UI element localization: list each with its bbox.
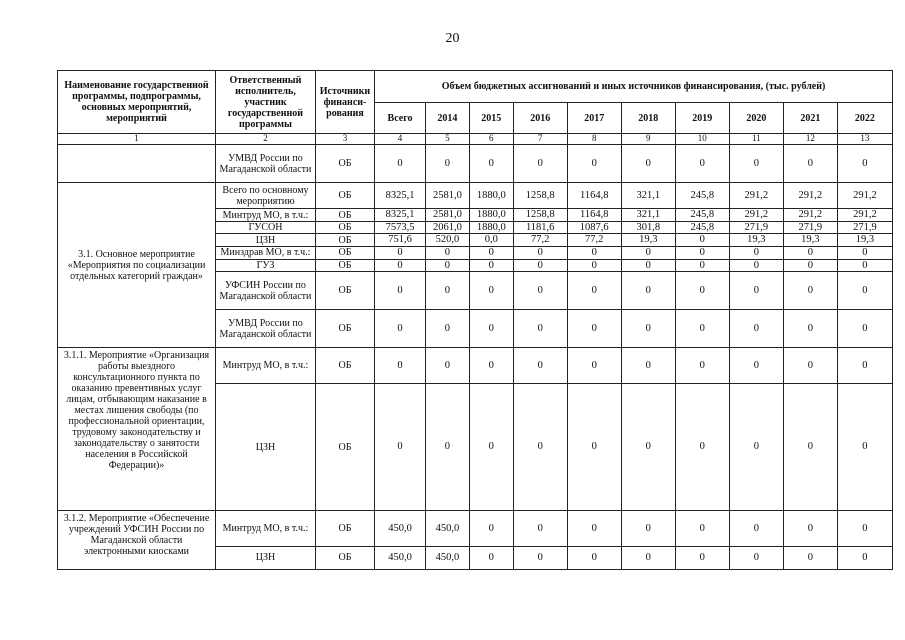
- executor-cell: ГУСОН: [216, 221, 316, 234]
- value-cell: 1258,8: [513, 183, 567, 209]
- value-cell: 0: [567, 259, 621, 272]
- header-sources: Источники финанси-рования: [315, 71, 374, 134]
- value-cell: 0: [375, 145, 426, 183]
- value-cell: 1164,8: [567, 209, 621, 222]
- value-cell: 19,3: [621, 234, 675, 247]
- executor-cell: Минтруд МО, в т.ч.:: [216, 348, 316, 384]
- value-cell: 0: [375, 348, 426, 384]
- value-cell: 0: [426, 272, 470, 310]
- source-cell: ОБ: [315, 246, 374, 259]
- page-number: 20: [445, 31, 460, 46]
- executor-cell: Всего по основному мероприятию: [216, 183, 316, 209]
- value-cell: 0: [783, 259, 837, 272]
- value-cell: 0: [426, 259, 470, 272]
- column-number: 13: [837, 134, 892, 145]
- source-cell: ОБ: [315, 183, 374, 209]
- source-cell: ОБ: [315, 221, 374, 234]
- value-cell: 0,0: [469, 234, 513, 247]
- executor-cell: УМВД России по Магаданской области: [216, 310, 316, 348]
- header-year: 2016: [513, 103, 567, 134]
- value-cell: 0: [621, 272, 675, 310]
- value-cell: 0: [513, 510, 567, 546]
- column-number: 12: [783, 134, 837, 145]
- column-number: 7: [513, 134, 567, 145]
- table-row: [58, 183, 893, 209]
- value-cell: 77,2: [513, 234, 567, 247]
- value-cell: 291,2: [783, 209, 837, 222]
- value-cell: 0: [469, 546, 513, 569]
- column-number: 5: [426, 134, 470, 145]
- executor-cell: Минздрав МО, в т.ч.:: [216, 246, 316, 259]
- value-cell: 0: [469, 259, 513, 272]
- value-cell: 0: [837, 348, 892, 384]
- value-cell: 0: [675, 259, 729, 272]
- description-cell: [58, 145, 216, 183]
- source-cell: ОБ: [315, 259, 374, 272]
- value-cell: 0: [675, 310, 729, 348]
- value-cell: 0: [675, 246, 729, 259]
- source-cell: ОБ: [315, 510, 374, 546]
- value-cell: 77,2: [567, 234, 621, 247]
- main-activity-description: 3.1. Основное мероприятие «Мероприятия по социализации отдельных категорий граждан»: [58, 183, 216, 348]
- value-cell: 0: [426, 310, 470, 348]
- value-cell: 321,1: [621, 183, 675, 209]
- header-year: 2019: [675, 103, 729, 134]
- value-cell: 0: [729, 259, 783, 272]
- value-cell: 0: [675, 546, 729, 569]
- value-cell: 0: [837, 546, 892, 569]
- value-cell: 0: [469, 310, 513, 348]
- value-cell: 1880,0: [469, 183, 513, 209]
- value-cell: 0: [621, 246, 675, 259]
- value-cell: 19,3: [837, 234, 892, 247]
- value-cell: 450,0: [375, 546, 426, 569]
- value-cell: 0: [375, 384, 426, 510]
- header-year: 2021: [783, 103, 837, 134]
- value-cell: 271,9: [729, 221, 783, 234]
- value-cell: 0: [567, 272, 621, 310]
- value-cell: 321,1: [621, 209, 675, 222]
- executor-cell: Минтруд МО, в т.ч.:: [216, 510, 316, 546]
- table-row: [58, 510, 893, 546]
- value-cell: 520,0: [426, 234, 470, 247]
- source-cell: ОБ: [315, 272, 374, 310]
- value-cell: 0: [567, 510, 621, 546]
- header-year: 2015: [469, 103, 513, 134]
- value-cell: 0: [837, 384, 892, 510]
- source-cell: ОБ: [315, 384, 374, 510]
- table-row: [58, 145, 893, 183]
- value-cell: 0: [469, 348, 513, 384]
- value-cell: 0: [621, 310, 675, 348]
- value-cell: 0: [621, 145, 675, 183]
- source-cell: ОБ: [315, 234, 374, 247]
- value-cell: 1880,0: [469, 209, 513, 222]
- executor-cell: ЦЗН: [216, 384, 316, 510]
- header-volume: Объем бюджетных ассигнований и иных источников финансирования, (тыс. рублей): [375, 71, 893, 103]
- column-number: 11: [729, 134, 783, 145]
- value-cell: 271,9: [783, 221, 837, 234]
- value-cell: 291,2: [837, 183, 892, 209]
- value-cell: 2581,0: [426, 209, 470, 222]
- value-cell: 0: [783, 546, 837, 569]
- value-cell: 0: [375, 259, 426, 272]
- value-cell: 0: [675, 384, 729, 510]
- value-cell: 301,8: [621, 221, 675, 234]
- value-cell: 245,8: [675, 209, 729, 222]
- value-cell: 2061,0: [426, 221, 470, 234]
- value-cell: 271,9: [837, 221, 892, 234]
- value-cell: 0: [513, 259, 567, 272]
- budget-table: [57, 70, 893, 570]
- column-number: 2: [216, 134, 316, 145]
- value-cell: 0: [837, 145, 892, 183]
- value-cell: 0: [783, 348, 837, 384]
- column-number: 10: [675, 134, 729, 145]
- value-cell: 0: [729, 145, 783, 183]
- executor-cell: ЦЗН: [216, 546, 316, 569]
- executor-cell: УМВД России по Магаданской области: [216, 145, 316, 183]
- value-cell: 245,8: [675, 221, 729, 234]
- value-cell: 0: [729, 510, 783, 546]
- value-cell: 0: [621, 259, 675, 272]
- value-cell: 0: [426, 145, 470, 183]
- header-year: Всего: [375, 103, 426, 134]
- value-cell: 0: [513, 384, 567, 510]
- executor-cell: Минтруд МО, в т.ч.:: [216, 209, 316, 222]
- value-cell: 0: [729, 310, 783, 348]
- value-cell: 0: [375, 272, 426, 310]
- value-cell: 0: [675, 145, 729, 183]
- value-cell: 19,3: [783, 234, 837, 247]
- value-cell: 0: [469, 246, 513, 259]
- column-number: 4: [375, 134, 426, 145]
- value-cell: 7573,5: [375, 221, 426, 234]
- value-cell: 0: [513, 546, 567, 569]
- value-cell: 0: [426, 384, 470, 510]
- value-cell: 0: [567, 546, 621, 569]
- value-cell: 0: [513, 145, 567, 183]
- value-cell: 0: [675, 348, 729, 384]
- value-cell: 0: [783, 510, 837, 546]
- value-cell: 0: [375, 246, 426, 259]
- value-cell: 0: [783, 272, 837, 310]
- value-cell: 0: [783, 310, 837, 348]
- value-cell: 19,3: [729, 234, 783, 247]
- value-cell: 1087,6: [567, 221, 621, 234]
- header-name: Наименование государственной программы, подпрограммы, основных мероприятий, мероприятий: [58, 71, 216, 134]
- value-cell: 0: [567, 310, 621, 348]
- value-cell: 0: [783, 145, 837, 183]
- value-cell: 0: [621, 546, 675, 569]
- value-cell: 0: [513, 272, 567, 310]
- value-cell: 0: [513, 348, 567, 384]
- source-cell: ОБ: [315, 209, 374, 222]
- source-cell: ОБ: [315, 145, 374, 183]
- value-cell: 0: [513, 310, 567, 348]
- value-cell: 1164,8: [567, 183, 621, 209]
- value-cell: 0: [837, 310, 892, 348]
- value-cell: 450,0: [375, 510, 426, 546]
- header-year: 2022: [837, 103, 892, 134]
- value-cell: 0: [469, 510, 513, 546]
- column-number: 3: [315, 134, 374, 145]
- value-cell: 450,0: [426, 510, 470, 546]
- value-cell: 0: [567, 384, 621, 510]
- value-cell: 291,2: [729, 209, 783, 222]
- value-cell: 0: [783, 246, 837, 259]
- value-cell: 0: [621, 510, 675, 546]
- header-year: 2020: [729, 103, 783, 134]
- table-row: [58, 348, 893, 384]
- value-cell: 1880,0: [469, 221, 513, 234]
- executor-cell: ГУЗ: [216, 259, 316, 272]
- value-cell: 0: [513, 246, 567, 259]
- value-cell: 0: [375, 310, 426, 348]
- value-cell: 0: [729, 348, 783, 384]
- value-cell: 0: [675, 510, 729, 546]
- value-cell: 2581,0: [426, 183, 470, 209]
- value-cell: 0: [469, 384, 513, 510]
- value-cell: 0: [837, 259, 892, 272]
- value-cell: 0: [567, 246, 621, 259]
- value-cell: 0: [729, 272, 783, 310]
- column-number: 6: [469, 134, 513, 145]
- value-cell: 0: [837, 272, 892, 310]
- source-cell: ОБ: [315, 310, 374, 348]
- value-cell: 751,6: [375, 234, 426, 247]
- header-year: 2017: [567, 103, 621, 134]
- activity-description: 3.1.2. Мероприятие «Обеспечение учреждений УФСИН России по Магаданской области электронными киосками: [58, 510, 216, 569]
- value-cell: 0: [729, 246, 783, 259]
- value-cell: 0: [469, 145, 513, 183]
- column-number: 1: [58, 134, 216, 145]
- column-number: 8: [567, 134, 621, 145]
- value-cell: 8325,1: [375, 183, 426, 209]
- value-cell: 0: [837, 510, 892, 546]
- value-cell: 0: [621, 348, 675, 384]
- value-cell: 0: [729, 384, 783, 510]
- value-cell: 450,0: [426, 546, 470, 569]
- value-cell: 0: [426, 246, 470, 259]
- value-cell: 0: [469, 272, 513, 310]
- value-cell: 0: [675, 234, 729, 247]
- value-cell: 1258,8: [513, 209, 567, 222]
- source-cell: ОБ: [315, 546, 374, 569]
- value-cell: 0: [729, 546, 783, 569]
- value-cell: 1181,6: [513, 221, 567, 234]
- value-cell: 245,8: [675, 183, 729, 209]
- column-number: 9: [621, 134, 675, 145]
- activity-description: 3.1.1. Мероприятие «Организация работы выездного консультационного пункта по оказанию превентивных услуг лицам, отбывающим наказание в местах лишения свободы (по профессиональной ориентации, трудовому законодательству и законодательству о занятости населения в Российской Федерации)»: [58, 348, 216, 510]
- header-year: 2014: [426, 103, 470, 134]
- executor-cell: ЦЗН: [216, 234, 316, 247]
- executor-cell: УФСИН России по Магаданской области: [216, 272, 316, 310]
- value-cell: 291,2: [783, 183, 837, 209]
- value-cell: 0: [783, 384, 837, 510]
- header-executor: Ответственный исполнитель, участник государственной программы: [216, 71, 316, 134]
- value-cell: 0: [567, 145, 621, 183]
- header-year: 2018: [621, 103, 675, 134]
- value-cell: 0: [567, 348, 621, 384]
- value-cell: 0: [675, 272, 729, 310]
- value-cell: 0: [837, 246, 892, 259]
- value-cell: 8325,1: [375, 209, 426, 222]
- value-cell: 0: [621, 384, 675, 510]
- source-cell: ОБ: [315, 348, 374, 384]
- value-cell: 291,2: [729, 183, 783, 209]
- value-cell: 291,2: [837, 209, 892, 222]
- value-cell: 0: [426, 348, 470, 384]
